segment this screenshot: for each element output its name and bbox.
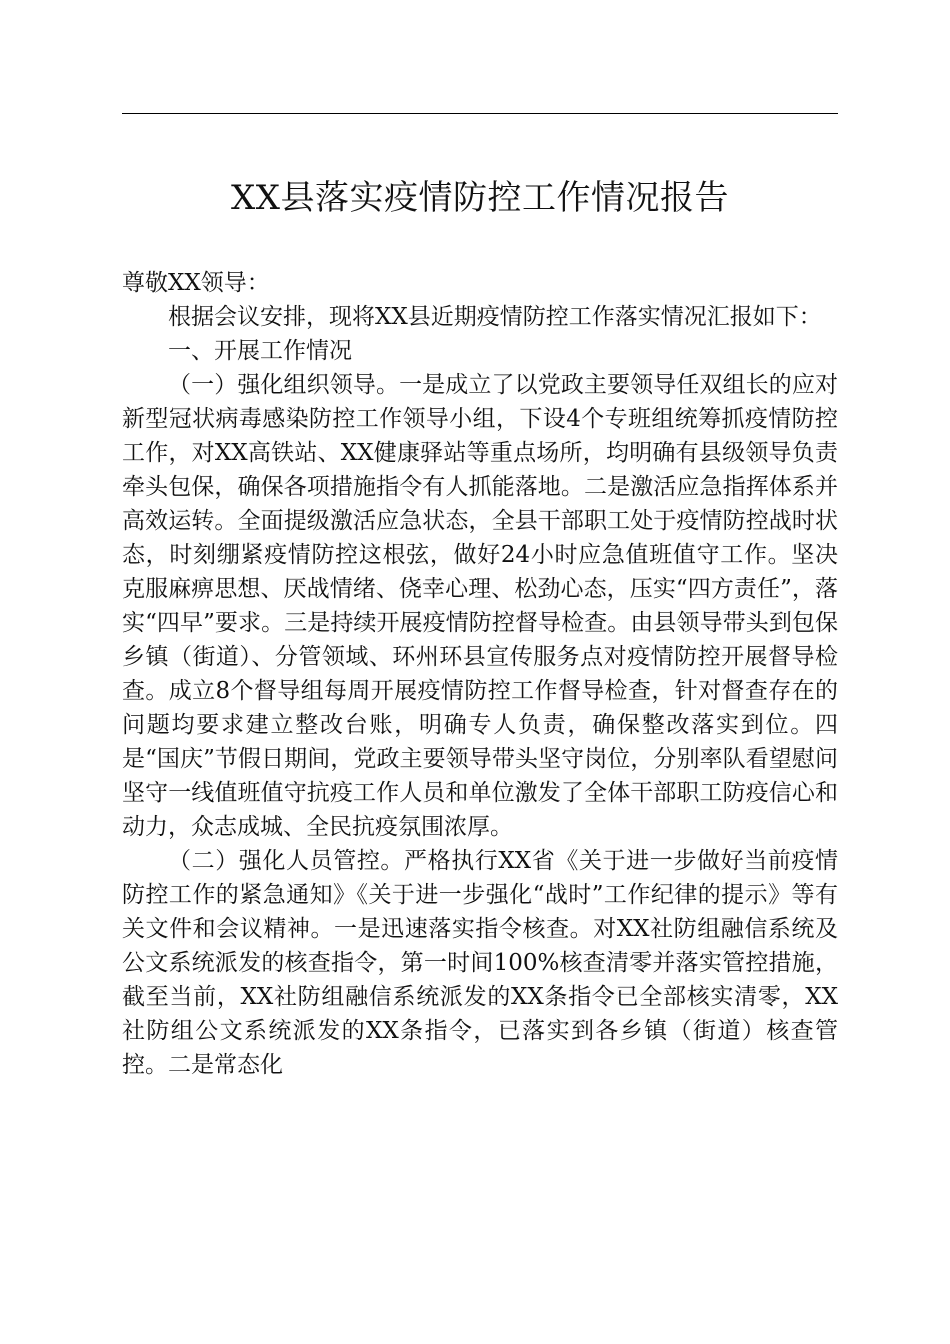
- document-body: [122, 266, 838, 1082]
- salutation: 尊敬XX领导：: [122, 270, 270, 296]
- document-title: XX县落实疫情防控工作情况报告: [231, 178, 729, 218]
- paragraph-organization: （一）强化组织领导。一是成立了以党政主要领导任双组长的应对新型冠状病毒感染防控工作领导小组，下设4个专班组统筹抓疫情防控工作，对XX高铁站、XX健康驿站等重点场所，均明确有县级领导负责牵头包保，确保各项措施指令有人抓能落地。二是激活应急指挥体系并高效运转。全面提级激活应急状态，全县干部职工处于疫情防控战时状态，时刻绷紧疫情防控这根弦，做好24小时应急值班值守工作。坚决克服麻痹思想、厌战情绪、侥幸心理、松劲心态，压实“四方责任”，落实“四早”要求。三是持续开展疫情防控督导检查。由县领导带头到包保乡镇（街道）、分管领域、环州环县宣传服务点对疫情防控开展督导检查。成立8个督导组每周开展疫情防控工作督导检查，针对督查存在的问题均要求建立整改台账，明确专人负责，确保整改落实到位。四是“国庆”节假日期间，党政主要领导带头坚守岗位，分别率队看望慰问坚守一线值班值守抗疫工作人员和单位激发了全体干部职工防疫信心和动力，众志成城、全民抗疫氛围浓厚。: [122, 372, 838, 840]
- section-heading: 一、开展工作情况: [168, 338, 352, 364]
- paragraph-intro: 根据会议安排，现将XX县近期疫情防控工作落实情况汇报如下：: [168, 304, 822, 330]
- header-rule: [122, 113, 838, 114]
- paragraph-personnel: （二）强化人员管控。严格执行XX省《关于进一步做好当前疫情防控工作的紧急通知》《关于进一步强化“战时”工作纪律的提示》等有关文件和会议精神。一是迅速落实指令核查。对XX社防组融信系统及公文系统派发的核查指令，第一时间100%核查清零并落实管控措施，截至当前，XX社防组融信系统派发的XX条指令已全部核实清零，XX社防组公文系统派发的XX条指令，已落实到各乡镇（街道）核查管控。二是常态化: [122, 848, 838, 1078]
